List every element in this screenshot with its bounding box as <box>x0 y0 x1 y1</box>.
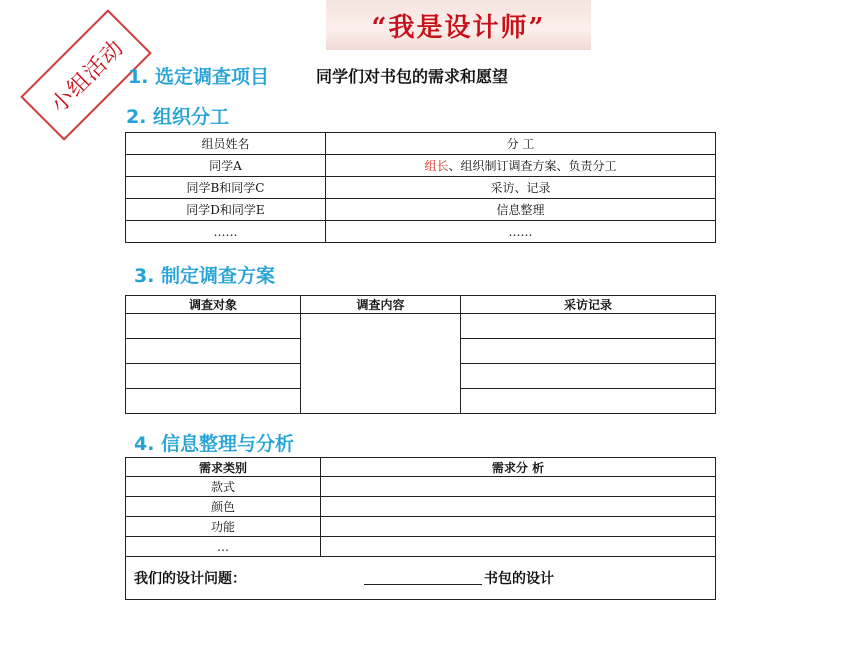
survey-topic: 同学们对书包的需求和愿望 <box>316 67 509 86</box>
need-category: … <box>126 537 321 557</box>
member-role <box>326 155 716 177</box>
design-question-row <box>126 557 716 600</box>
interview-record-cell[interactable] <box>461 314 716 339</box>
table-row <box>126 177 716 199</box>
table-row <box>126 497 716 517</box>
survey-target-cell[interactable] <box>126 389 301 414</box>
table-row <box>126 221 716 243</box>
header-member-name: 组员姓名 <box>126 133 326 155</box>
title-banner <box>326 0 591 50</box>
page-title: “我是设计师” <box>371 12 546 43</box>
member-name: 同学B和同学C <box>126 177 326 199</box>
interview-record-cell[interactable] <box>461 339 716 364</box>
design-question-cell <box>126 557 716 600</box>
need-analysis-cell[interactable] <box>321 517 716 537</box>
header-need-analysis: 需求分 析 <box>321 458 716 477</box>
section-heading-4: 4. 信息整理与分析 <box>134 433 295 455</box>
member-role: 采访、记录 <box>326 177 716 199</box>
needs-analysis-table <box>125 457 716 600</box>
table-row <box>126 537 716 557</box>
member-name: …… <box>126 221 326 243</box>
interview-record-cell[interactable] <box>461 364 716 389</box>
need-analysis-cell[interactable] <box>321 477 716 497</box>
header-need-category: 需求类别 <box>126 458 321 477</box>
table-header-row <box>126 296 716 314</box>
survey-content-cell[interactable] <box>301 314 461 414</box>
header-survey-content: 调查内容 <box>301 296 461 314</box>
member-role: …… <box>326 221 716 243</box>
member-name: 同学A <box>126 155 326 177</box>
stamp-label: 小组活动 <box>46 35 129 118</box>
need-analysis-cell[interactable] <box>321 537 716 557</box>
need-category: 功能 <box>126 517 321 537</box>
member-role: 信息整理 <box>326 199 716 221</box>
interview-record-cell[interactable] <box>461 389 716 414</box>
design-question-label: 我们的设计问题： <box>134 571 246 587</box>
table-row <box>126 199 716 221</box>
section-heading-1: 1. 选定调查项目 <box>128 66 270 88</box>
survey-plan-table <box>125 295 716 414</box>
need-category: 颜色 <box>126 497 321 517</box>
table-row <box>126 477 716 497</box>
design-question-blank[interactable] <box>364 584 482 585</box>
need-analysis-cell[interactable] <box>321 497 716 517</box>
section-heading-2: 2. 组织分工 <box>126 106 230 128</box>
table-row <box>126 314 716 339</box>
member-name: 同学D和同学E <box>126 199 326 221</box>
survey-target-cell[interactable] <box>126 364 301 389</box>
design-question-suffix: 书包的设计 <box>484 571 554 587</box>
role-text: 、组织制订调查方案、负责分工 <box>448 159 617 173</box>
header-survey-target: 调查对象 <box>126 296 301 314</box>
need-category: 款式 <box>126 477 321 497</box>
table-row <box>126 155 716 177</box>
table-row <box>126 517 716 537</box>
survey-target-cell[interactable] <box>126 314 301 339</box>
survey-target-cell[interactable] <box>126 339 301 364</box>
section-heading-3: 3. 制定调查方案 <box>134 265 276 287</box>
header-division: 分 工 <box>326 133 716 155</box>
header-interview-record: 采访记录 <box>461 296 716 314</box>
division-of-labor-table <box>125 132 716 243</box>
role-highlight: 组长 <box>424 159 449 173</box>
table-header-row <box>126 133 716 155</box>
table-header-row <box>126 458 716 477</box>
